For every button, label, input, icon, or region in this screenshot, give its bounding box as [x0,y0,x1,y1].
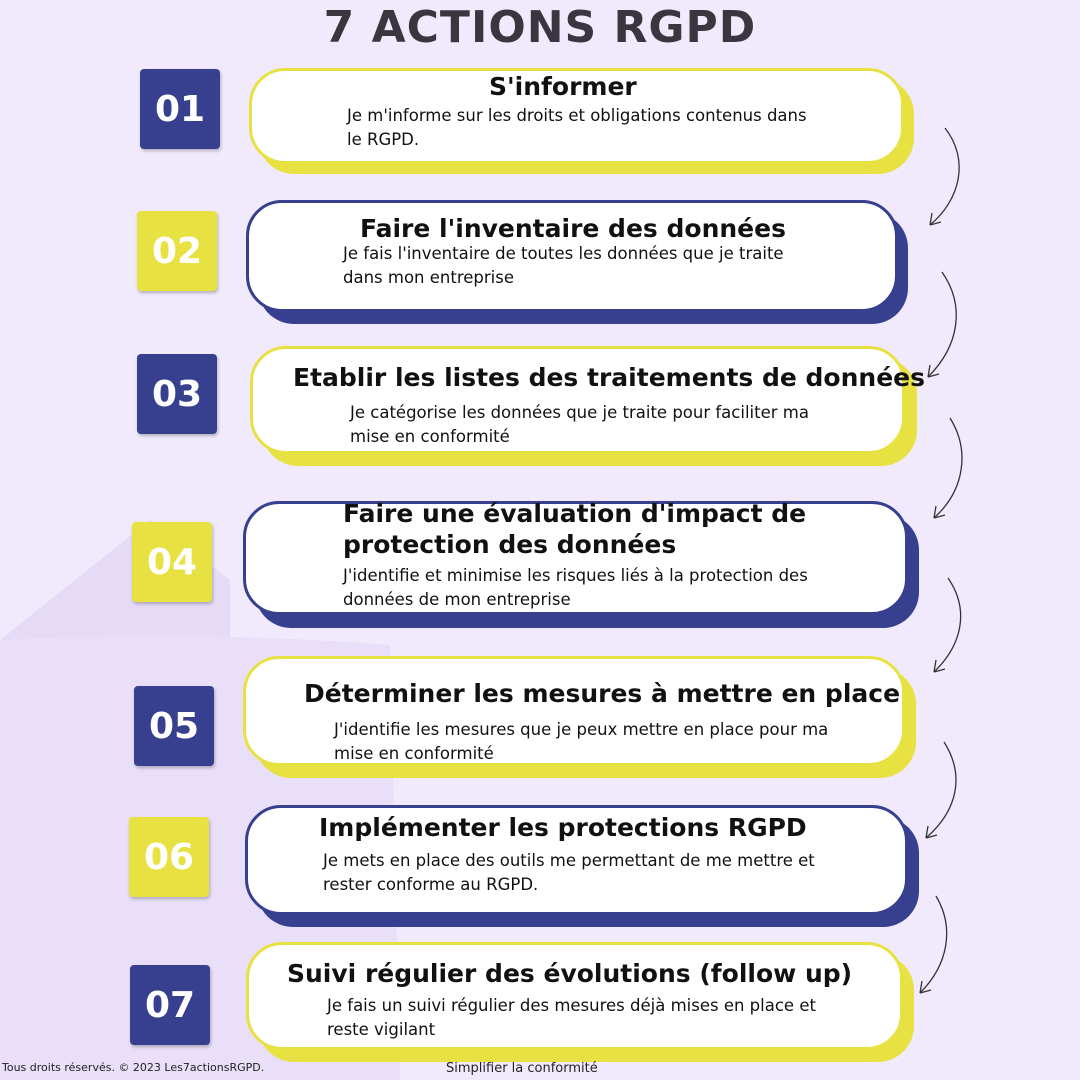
step-card [250,346,925,454]
description-line: Je m'informe sur les droits et obligations contenus dans [347,106,807,125]
step-title: Déterminer les mesures à mettre en place [304,679,901,708]
footer-copyright: Tous droits réservés. © 2023 Les7actionsRGPD. [2,1061,265,1074]
step-card [243,656,905,766]
step-title: Suivi régulier des évolutions (follow up) [287,959,853,988]
step-description [343,242,784,290]
description-line: Je fais l'inventaire de toutes les données que je traite [343,244,784,263]
step-title: Faire l'inventaire des données [360,214,786,243]
step-number-badge: 01 [140,69,220,149]
description-line: dans mon entreprise [343,268,514,287]
description-line: le RGPD. [347,130,420,149]
page-title: 7 ACTIONS RGPD [323,2,757,53]
title-line: protection des données [343,530,677,559]
step-number-badge: 03 [137,354,217,434]
description-line: mise en conformité [350,427,510,446]
description-line: Je mets en place des outils me permettant de me mettre et [323,851,815,870]
title-line: Faire une évaluation d'impact de [343,499,807,528]
step-card [246,942,903,1050]
step-card [249,68,904,164]
step-title: S'informer [489,72,637,101]
step-number-badge: 02 [137,211,217,291]
step-number-badge: 06 [129,817,209,897]
step-card [245,805,908,915]
description-line: données de mon entreprise [343,590,571,609]
step-card [243,501,908,615]
step-title: Implémenter les protections RGPD [319,813,807,842]
description-line: J'identifie les mesures que je peux mettre en place pour ma [334,720,829,739]
description-line: Je catégorise les données que je traite pour faciliter ma [350,403,809,422]
description-line: J'identifie et minimise les risques liés à la protection des [343,566,808,585]
step-description [323,849,815,897]
step-number-badge: 04 [132,522,212,602]
description-line: Je fais un suivi régulier des mesures déjà mises en place et [327,996,816,1015]
step-number-badge: 07 [130,965,210,1045]
step-description [350,401,809,449]
step-description [334,718,828,766]
description-line: reste vigilant [327,1020,436,1039]
footer-tagline: Simplifier la conformité [446,1061,598,1076]
description-line: mise en conformité [334,744,494,763]
step-description [343,564,808,612]
step-number-badge: 05 [134,686,214,766]
description-line: rester conforme au RGPD. [323,875,539,894]
step-description [327,994,816,1042]
step-description [347,104,807,152]
step-title: Etablir les listes des traitements de données [293,363,925,392]
step-card [246,200,898,312]
step-title [343,498,806,560]
